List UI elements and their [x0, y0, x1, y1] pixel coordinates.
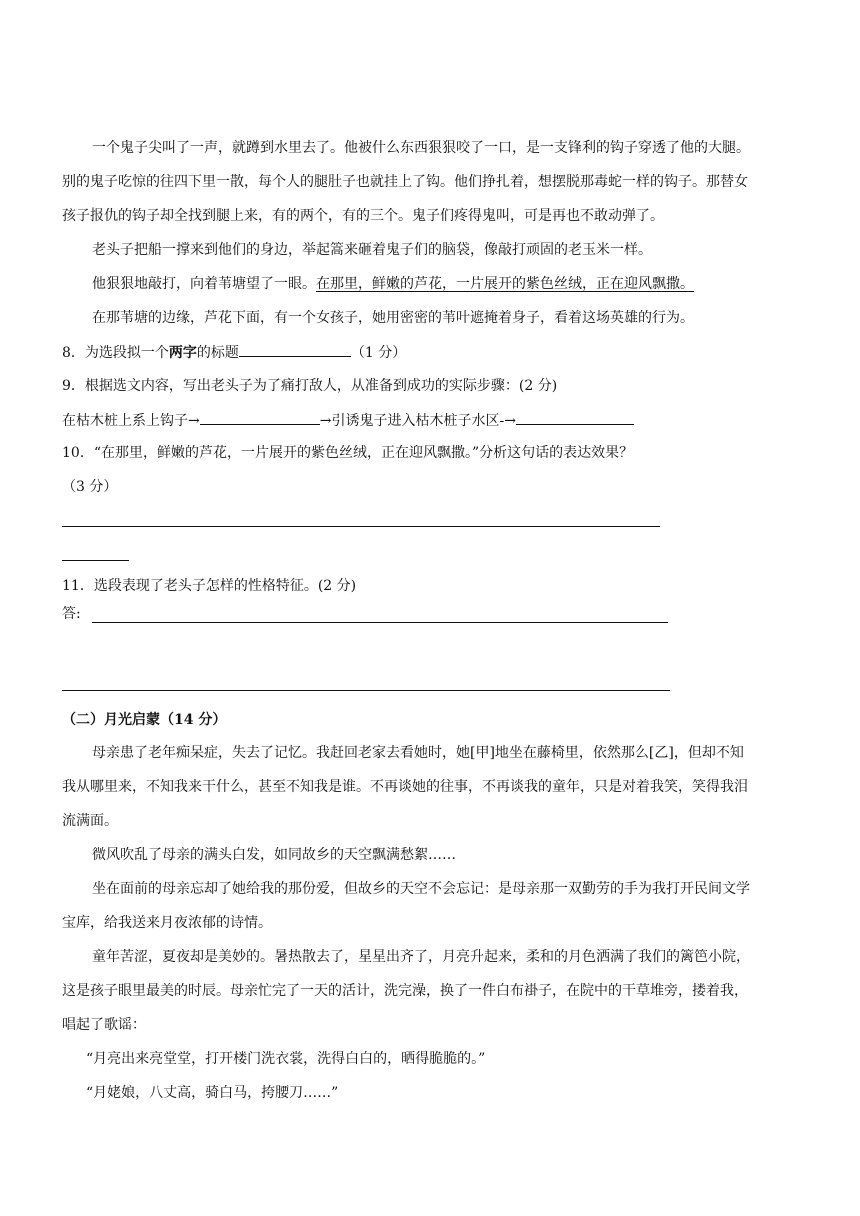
q11-answer-line-1[interactable] [92, 622, 668, 623]
q9-answer-blank-1[interactable] [200, 410, 320, 425]
q8-text-b: 的标题 [196, 345, 239, 361]
question-9-steps [62, 410, 634, 431]
q8-score: （1 分） [350, 345, 407, 361]
q8-answer-blank[interactable] [239, 342, 351, 357]
section2-para3-line1: 坐在面前的母亲忘却了她给我的那份爱，但故乡的天空不会忘记：是母亲那一双勤劳的手为我打开民间文学 [92, 881, 750, 897]
q10-answer-line-1[interactable] [62, 526, 660, 527]
q11-answer-line-2[interactable] [62, 690, 670, 691]
q8-text: 8．为选段拟一个 [62, 345, 169, 361]
section2-para1-line3: 流满面。 [62, 813, 118, 829]
passage1-para3-text: 他狠狠地敲打，向着苇塘望了一眼。 [92, 276, 316, 292]
section2-para1-line1: 母亲患了老年痴呆症，失去了记忆。我赶回老家去看她时，她[甲]地坐在藤椅里，依然那么[乙]，但却不知 [92, 745, 744, 761]
passage1-para3 [92, 274, 694, 294]
section2-para1-line2: 我从哪里来，不知我来干什么，甚至不知我是谁。不再谈她的往事，不再谈我的童年，只是对着我笑，笑得我泪 [62, 779, 748, 795]
question-10-score: （3 分） [62, 479, 118, 495]
passage1-para4: 在那苇塘的边缘，芦花下面，有一个女孩子，她用密密的苇叶遮掩着身子，看着这场英雄的行为。 [92, 310, 694, 326]
section2-para4-line3: 唱起了歌谣： [62, 1017, 146, 1033]
passage1-para1-line1: 一个鬼子尖叫了一声，就蹲到水里去了。他被什么东西狠狠咬了一口，是一支锋利的钩子穿透了他的大腿。 [92, 140, 750, 156]
q11-answer-label: 答: [62, 606, 81, 622]
underlined-sentence: 在那里，鲜嫩的芦花，一片展开的紫色丝绒，正在迎风飘撒。 [316, 276, 694, 292]
q9-step2: →引诱鬼子进入枯木桩子水区-→ [319, 413, 516, 429]
passage1-para1-line2: 别的鬼子吃惊的往四下里一散，每个人的腿肚子也就挂上了钩。他们挣扎着，想摆脱那毒蛇一样的钩子。那替女 [62, 174, 748, 190]
section2-para4-line2: 这是孩子眼里最美的时辰。母亲忙完了一天的活计，洗完澡，换了一件白布褂子，在院中的干草堆旁，搂着我， [62, 983, 748, 999]
section2-para4-line1: 童年苦涩，夏夜却是美妙的。暑热散去了，星星出齐了，月亮升起来，柔和的月色洒满了我们的篱笆小院， [92, 949, 750, 965]
passage1-para2: 老头子把船一撑来到他们的身边，举起篙来砸着鬼子们的脑袋，像敲打顽固的老玉米一样。 [92, 242, 652, 258]
section2-heading: （二）月光启蒙（14 分） [62, 712, 227, 728]
section2-para2: 微风吹乱了母亲的满头白发，如同故乡的天空飘满愁絮…… [92, 847, 456, 863]
section2-song-2: “月姥娘，八丈高，骑白马，挎腰刀……” [86, 1085, 339, 1101]
question-8 [62, 342, 406, 363]
question-11: 11．选段表现了老头子怎样的性格特征。(2 分) [62, 578, 357, 594]
q10-answer-line-2[interactable] [62, 560, 129, 561]
question-9: 9．根据选文内容，写出老头子为了痛打敌人，从准备到成功的实际步骤：(2 分) [62, 378, 558, 394]
q8-bold-word: 两字 [168, 345, 197, 361]
q9-step1: 在枯木桩上系上钩子→ [62, 413, 200, 429]
section2-para3-line2: 宝库，给我送来月夜浓郁的诗情。 [62, 915, 272, 931]
question-10: 10．“在那里，鲜嫩的芦花，一片展开的紫色丝绒，正在迎风飘撒。”分析这句话的表达效果？ [62, 445, 634, 461]
q9-answer-blank-2[interactable] [516, 410, 634, 425]
passage1-para1-line3: 孩子报仇的钩子却全找到腿上来，有的两个，有的三个。鬼子们疼得鬼叫，可是再也不敢动弹了。 [62, 208, 664, 224]
section2-song-1: “月亮出来亮堂堂，打开楼门洗衣裳，洗得白白的，晒得脆脆的。” [86, 1051, 486, 1067]
